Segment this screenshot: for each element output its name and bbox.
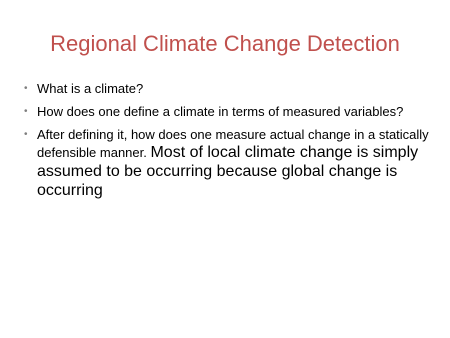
bullet-text: What is a climate? [37, 81, 144, 96]
slide-title: Regional Climate Change Detection [50, 31, 400, 56]
bullet-dot-icon: • [24, 83, 28, 94]
bullet-text-small: After defining it, how does one measure actual change in a statically defensible manner. [37, 127, 429, 160]
bullet-item-1 [22, 80, 432, 97]
bullet-text-large: Most of local climate change is simply assumed to be occurring because global change is occurring [37, 144, 419, 199]
bullet-item-2 [22, 103, 432, 120]
bullet-item-3 [22, 126, 432, 200]
bullet-dot-icon: • [24, 129, 28, 140]
bullet-dot-icon: • [24, 106, 28, 117]
bullet-list [22, 80, 432, 206]
bullet-text: How does one define a climate in terms of measured variables? [37, 104, 404, 119]
